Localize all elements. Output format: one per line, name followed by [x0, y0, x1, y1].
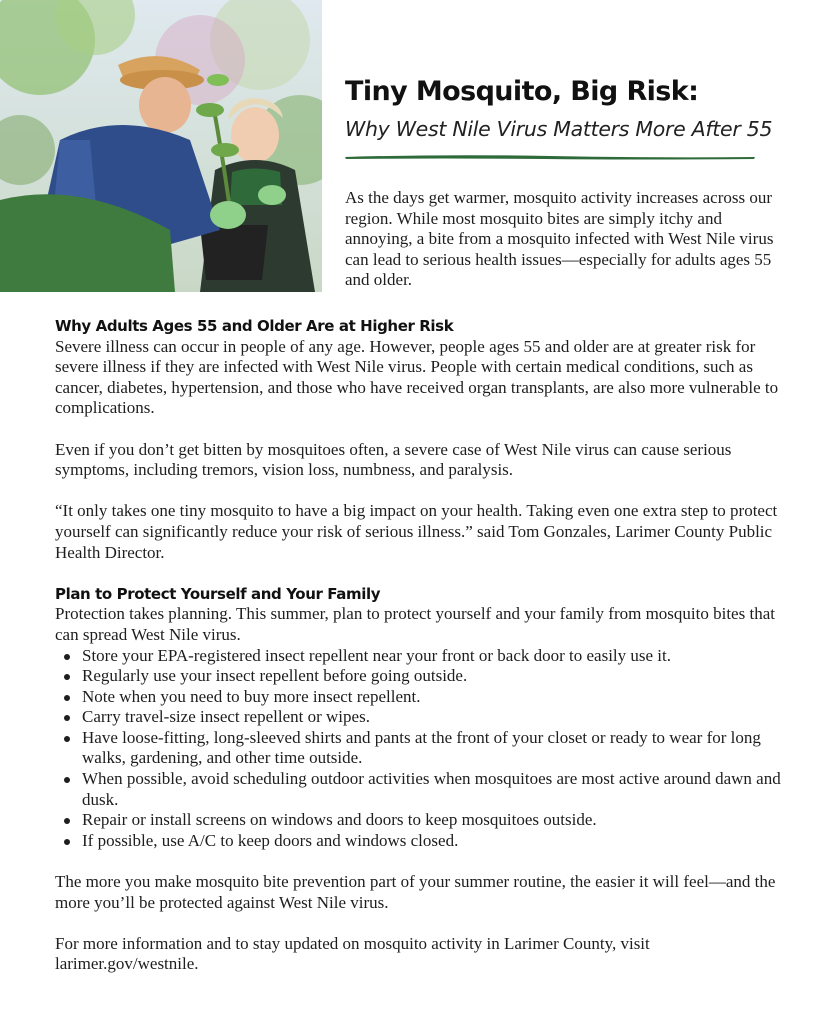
director-quote: “It only takes one tiny mosquito to have a big impact on your health. Taking even one extra step to protect yourself can significantly reduce your risk of serious illness.” said Tom Gonzales, Larimer County Public Health Director.	[55, 501, 778, 562]
title-block	[345, 74, 805, 142]
list-item: Repair or install screens on windows and doors to keep mosquitoes outside.	[55, 810, 785, 831]
list-item: Store your EPA-registered insect repellent near your front or back door to easily use it.	[55, 646, 785, 667]
gardening-couple-photo	[0, 0, 322, 292]
protect-intro: Protection takes planning. This summer, plan to protect yourself and your family from mosquito bites that can spread West Nile virus.	[55, 604, 775, 644]
list-item: Have loose-fitting, long-sleeved shirts and pants at the front of your closet or ready to wear for long walks, gardening, and other time outside.	[55, 728, 785, 769]
bullet-icon	[64, 736, 70, 742]
bullet-icon	[64, 777, 70, 783]
risk-paragraph: Severe illness can occur in people of any age. However, people ages 55 and older are at greater risk for severe illness if they are infected with West Nile virus. People with certain medical conditions, such as cancer, diabetes, hypertension, and those who have received organ transplants, are also more vulnerable to complications.	[55, 336, 779, 418]
list-item: If possible, use A/C to keep doors and windows closed.	[55, 831, 785, 852]
list-item: When possible, avoid scheduling outdoor activities when mosquitoes are most active around dawn and dusk.	[55, 769, 785, 810]
bullet-icon	[64, 715, 70, 721]
gardening-couple-illustration	[0, 0, 322, 292]
closing-paragraph: The more you make mosquito bite prevention part of your summer routine, the easier it will feel—and the more you’ll be protected against West Nile virus.	[55, 872, 776, 912]
intro-paragraph: As the days get warmer, mosquito activity increases across our region. While most mosquito bites are simply itchy and annoying, a bite from a mosquito infected with West Nile virus can lead to serious health issues—especially for adults ages 55 and older.	[345, 188, 774, 290]
article-body	[55, 316, 785, 975]
list-item: Regularly use your insect repellent before going outside.	[55, 666, 785, 687]
title-brush-rule	[344, 152, 756, 162]
protection-tips-list	[55, 646, 785, 852]
section-heading-risk: Why Adults Ages 55 and Older Are at Higher Risk	[55, 317, 454, 335]
page-subtitle: Why West Nile Virus Matters More After 55	[345, 117, 773, 141]
symptoms-paragraph: Even if you don’t get bitten by mosquitoes often, a severe case of West Nile virus can cause serious symptoms, including tremors, vision loss, numbness, and paralysis.	[55, 439, 732, 480]
list-item: Carry travel-size insect repellent or wipes.	[55, 707, 785, 728]
more-info-paragraph: For more information and to stay updated on mosquito activity in Larimer County, visit larimer.gov/westnile.	[55, 933, 650, 974]
list-item: Note when you need to buy more insect repellent.	[55, 687, 785, 708]
bullet-icon	[64, 654, 70, 660]
section-heading-protect: Plan to Protect Yourself and Your Family	[55, 584, 381, 603]
bullet-icon	[64, 839, 70, 845]
bullet-icon	[64, 818, 70, 824]
page-title: Tiny Mosquito, Big Risk:	[345, 76, 699, 107]
bullet-icon	[64, 674, 70, 680]
bullet-icon	[64, 695, 70, 701]
